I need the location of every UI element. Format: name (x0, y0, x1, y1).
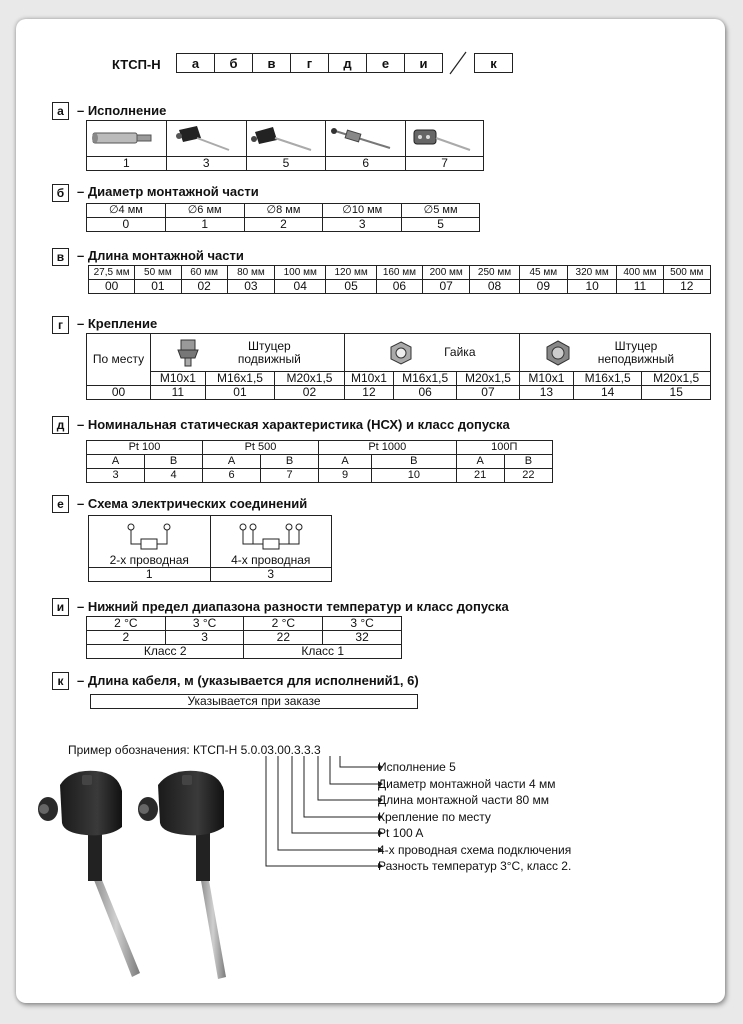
mount-place: По месту (87, 334, 151, 386)
mount-code: 02 (275, 386, 345, 400)
section-title-g: – Крепление (77, 316, 158, 331)
mount-thread: M20x1,5 (275, 372, 345, 386)
mount-thread: M16x1,5 (205, 372, 275, 386)
mount-code: 15 (642, 386, 711, 400)
diameter-value: ∅5 мм (402, 204, 480, 218)
mount-thread: M10x1 (519, 372, 573, 386)
diameter-table (86, 203, 480, 232)
threaded-sensor-icon (326, 124, 396, 154)
code-box-b: б (214, 53, 253, 73)
nsh-class: B (372, 455, 456, 469)
length-value: 100 мм (275, 266, 326, 280)
section-letter-i: и (52, 598, 69, 616)
nsh-code: 10 (372, 469, 456, 483)
length-code: 03 (227, 280, 274, 294)
mount-thread: M20x1,5 (457, 372, 520, 386)
length-code: 02 (181, 280, 227, 294)
product-photo (30, 765, 245, 980)
temp-value: 3 °C (323, 617, 402, 631)
execution-image-3 (166, 121, 246, 157)
length-code: 05 (326, 280, 376, 294)
diameter-value: ∅4 мм (87, 204, 166, 218)
section-letter-d: д (52, 416, 69, 434)
length-code: 01 (135, 280, 181, 294)
execution-code: 6 (326, 157, 406, 171)
execution-code: 3 (166, 157, 246, 171)
wiring-table (88, 515, 332, 582)
wiring-label: 4-х проводная (231, 553, 311, 567)
code-prefix: КТСП-Н (112, 57, 161, 72)
legend-item: Исполнение 5 (378, 760, 456, 774)
tolerance-class: Класс 1 (244, 645, 402, 659)
length-value: 80 мм (227, 266, 274, 280)
legend-item: Pt 100 A (378, 826, 424, 840)
wiring-code: 1 (89, 568, 211, 582)
section-title-a: – Исполнение (77, 103, 167, 118)
section-title-d: – Номинальная статическая характеристика (НСХ) и класс допуска (77, 417, 510, 432)
execution-code: 7 (406, 157, 484, 171)
legend-item: Длина монтажной части 80 мм (378, 793, 550, 807)
diameter-value: ∅6 мм (165, 204, 244, 218)
nsh-type: Pt 1000 (319, 441, 457, 455)
mount-group-nut (344, 334, 519, 372)
head-sensor-bent-icon (167, 124, 237, 154)
mount-code: 07 (457, 386, 520, 400)
length-code: 09 (519, 280, 567, 294)
section-title-i: – Нижний предел диапазона разности температур и класс допуска (77, 599, 509, 614)
diameter-code: 0 (87, 218, 166, 232)
legend-item: Крепление по месту (378, 810, 491, 824)
legend-item: Диаметр монтажной части 4 мм (378, 777, 556, 791)
mounting-table (86, 333, 711, 400)
temp-code: 3 (165, 631, 244, 645)
temp-value: 2 °C (87, 617, 166, 631)
wiring-code: 3 (210, 568, 332, 582)
length-code: 07 (423, 280, 470, 294)
length-value: 50 мм (135, 266, 181, 280)
diameter-code: 2 (244, 218, 323, 232)
sensor-photo-2 (138, 771, 226, 979)
length-value: 27,5 мм (89, 266, 135, 280)
nsh-code: 22 (504, 469, 552, 483)
code-box-k: к (474, 53, 513, 73)
temp-code: 22 (244, 631, 323, 645)
length-value: 320 мм (567, 266, 616, 280)
mount-code: 12 (344, 386, 393, 400)
length-code: 04 (275, 280, 326, 294)
nsh-class: B (145, 455, 203, 469)
example-designation: Пример обозначения: КТСП-Н 5.0.03.00.3.3.3 (68, 743, 321, 757)
length-value: 400 мм (617, 266, 663, 280)
execution-image-5 (246, 121, 326, 157)
section-letter-v: в (52, 248, 69, 266)
nsh-class: A (319, 455, 372, 469)
temp-code: 2 (87, 631, 166, 645)
nsh-table (86, 440, 553, 483)
mount-thread: M10x1 (344, 372, 393, 386)
sensor-photo-1 (38, 771, 140, 977)
connector-sensor-icon (406, 124, 476, 154)
mount-group-movable-fitting (151, 334, 345, 372)
length-code: 00 (89, 280, 135, 294)
mount-group-label: Штуцер подвижный (237, 338, 301, 366)
length-table (88, 265, 711, 294)
legend-connector-lines (258, 756, 383, 868)
wiring-label: 2-х проводная (109, 553, 189, 567)
nsh-code: 4 (145, 469, 203, 483)
temp-code: 32 (323, 631, 402, 645)
two-wire-scheme-icon (99, 522, 199, 554)
tolerance-class: Класс 2 (87, 645, 244, 659)
movable-fitting-icon (175, 338, 201, 368)
four-wire-scheme-icon (221, 522, 321, 554)
execution-table (86, 120, 484, 171)
fixed-fitting-icon (544, 339, 572, 367)
diameter-value: ∅10 мм (323, 204, 402, 218)
code-box-g: г (290, 53, 329, 73)
length-code: 12 (663, 280, 710, 294)
nsh-type: Pt 500 (203, 441, 319, 455)
nsh-code: 9 (319, 469, 372, 483)
execution-image-7 (406, 121, 484, 157)
execution-image-1 (87, 121, 167, 157)
code-box-d: д (328, 53, 367, 73)
tube-sensor-icon (87, 124, 157, 154)
temp-diff-table (86, 616, 402, 659)
section-letter-a: а (52, 102, 69, 120)
mount-code: 01 (205, 386, 275, 400)
mount-thread: M20x1,5 (642, 372, 711, 386)
execution-image-6 (326, 121, 406, 157)
section-title-b: – Диаметр монтажной части (77, 184, 259, 199)
section-letter-k: к (52, 672, 69, 690)
execution-code: 1 (87, 157, 167, 171)
slash-divider (448, 50, 468, 76)
mount-thread: M10x1 (151, 372, 206, 386)
mount-code: 00 (87, 386, 151, 400)
legend-item: 4-х проводная схема подключения (378, 843, 572, 857)
mount-group-label: Штуцер неподвижный (597, 338, 675, 366)
diameter-value: ∅8 мм (244, 204, 323, 218)
nsh-code: 3 (87, 469, 145, 483)
length-code: 11 (617, 280, 663, 294)
mount-thread: M16x1,5 (573, 372, 642, 386)
length-value: 200 мм (423, 266, 470, 280)
nsh-class: A (203, 455, 261, 469)
nsh-class: A (456, 455, 504, 469)
nsh-class: A (87, 455, 145, 469)
wiring-2wire (89, 516, 211, 568)
section-letter-e: е (52, 495, 69, 513)
length-value: 60 мм (181, 266, 227, 280)
diameter-code: 3 (323, 218, 402, 232)
length-value: 500 мм (663, 266, 710, 280)
temp-value: 3 °C (165, 617, 244, 631)
section-title-v: – Длина монтажной части (77, 248, 244, 263)
mount-thread: M16x1,5 (394, 372, 457, 386)
legend-item: Разность температур 3°C, класс 2. (378, 859, 572, 873)
nsh-type: Pt 100 (87, 441, 203, 455)
length-value: 120 мм (326, 266, 376, 280)
section-letter-b: б (52, 184, 69, 202)
diameter-code: 5 (402, 218, 480, 232)
head-sensor-icon (247, 124, 317, 154)
temp-value: 2 °C (244, 617, 323, 631)
nsh-code: 21 (456, 469, 504, 483)
code-box-v: в (252, 53, 291, 73)
length-code: 08 (470, 280, 519, 294)
mount-code: 13 (519, 386, 573, 400)
nsh-class: B (504, 455, 552, 469)
wiring-4wire (210, 516, 332, 568)
nsh-class: B (261, 455, 319, 469)
mount-code: 06 (394, 386, 457, 400)
cable-length-note: Указывается при заказе (90, 694, 418, 709)
execution-code: 5 (246, 157, 326, 171)
mount-group-fixed-fitting (519, 334, 710, 372)
code-box-i: и (404, 53, 443, 73)
section-title-k: – Длина кабеля, м (указывается для исполнений1, 6) (77, 673, 419, 688)
length-value: 160 мм (376, 266, 422, 280)
mount-group-label: Гайка (444, 345, 476, 359)
code-box-e: е (366, 53, 405, 73)
diameter-code: 1 (165, 218, 244, 232)
length-value: 250 мм (470, 266, 519, 280)
nsh-code: 7 (261, 469, 319, 483)
nut-icon (388, 340, 414, 366)
code-box-a: а (176, 53, 215, 73)
length-value: 45 мм (519, 266, 567, 280)
mount-code: 14 (573, 386, 642, 400)
length-code: 10 (567, 280, 616, 294)
section-letter-g: г (52, 316, 69, 334)
mount-code: 11 (151, 386, 206, 400)
nsh-code: 6 (203, 469, 261, 483)
length-code: 06 (376, 280, 422, 294)
section-title-e: – Схема электрических соединений (77, 496, 308, 511)
nsh-type: 100П (456, 441, 552, 455)
